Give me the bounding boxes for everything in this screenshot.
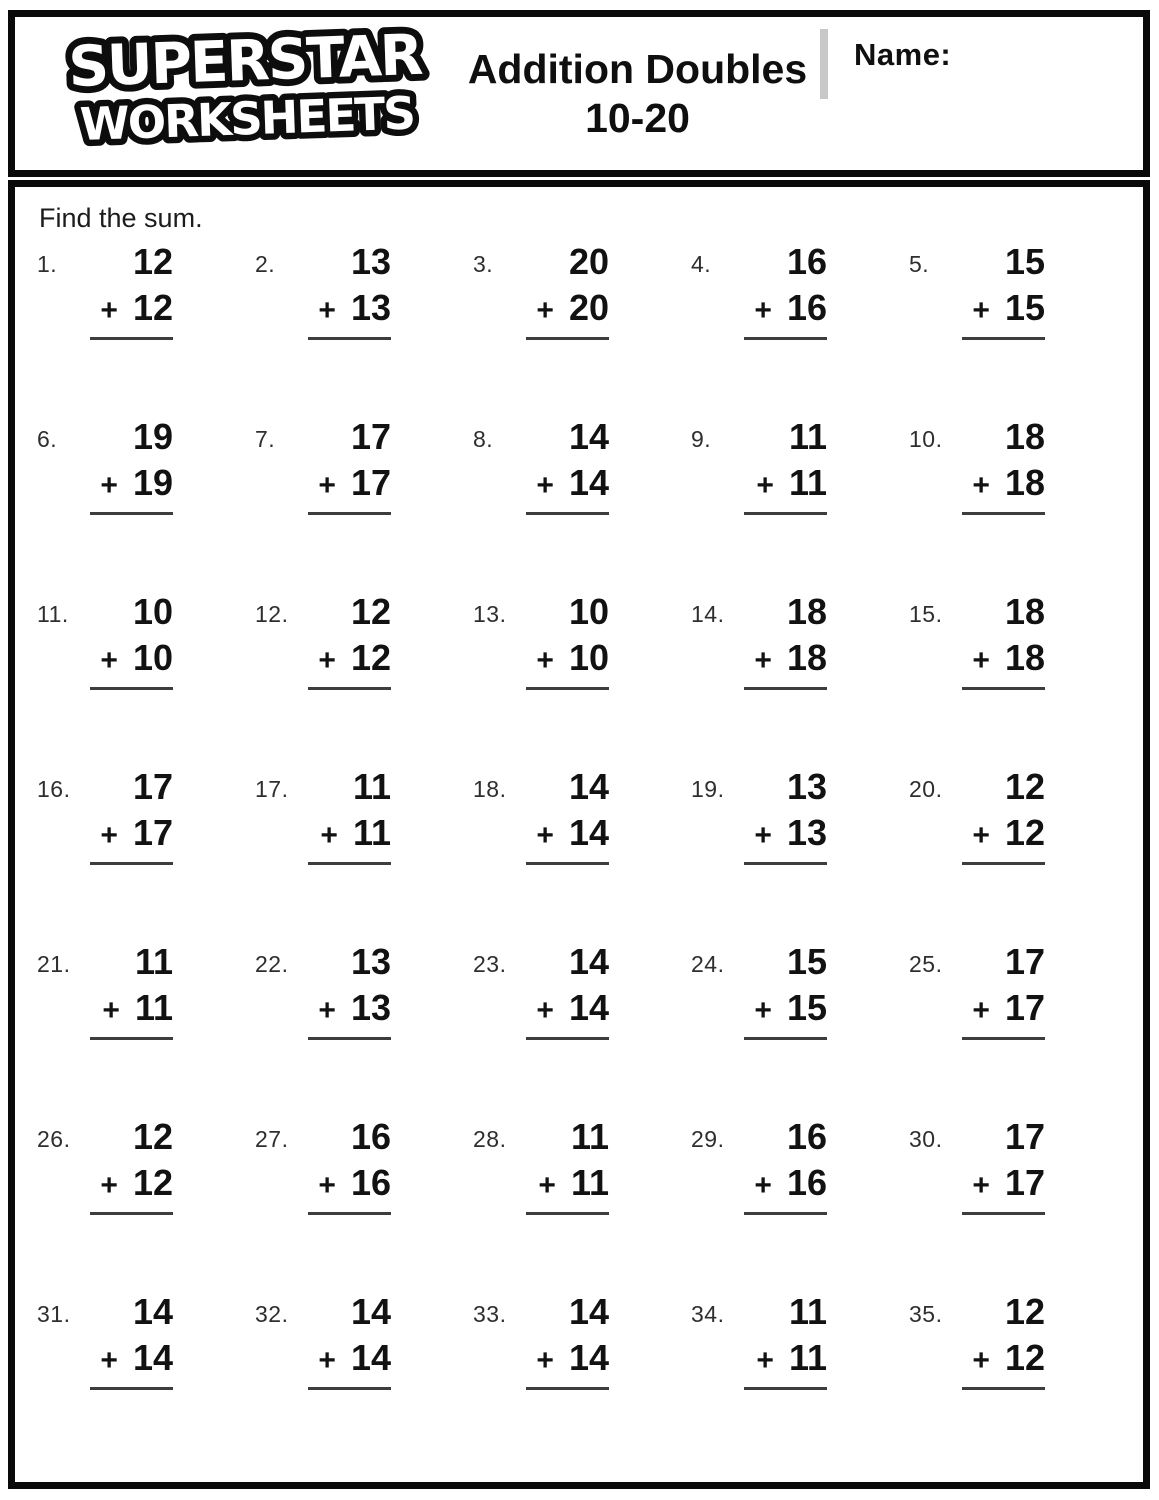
problem-bottom-row bbox=[955, 287, 1045, 328]
addend-top: 18 bbox=[1004, 416, 1045, 457]
addend-bottom: 12 bbox=[132, 287, 173, 328]
problem-cell bbox=[255, 241, 473, 419]
problem-cell bbox=[37, 241, 255, 419]
addend-bottom: 12 bbox=[132, 1162, 173, 1203]
addend-top: 11 bbox=[788, 1291, 827, 1332]
addend-top: 15 bbox=[1004, 241, 1045, 282]
problem-body bbox=[519, 766, 609, 865]
problem-number: 4. bbox=[691, 251, 712, 277]
problem-number: 23. bbox=[473, 951, 507, 977]
answer-line bbox=[90, 687, 173, 690]
addend-top: 11 bbox=[352, 766, 391, 807]
problem-bottom-row bbox=[519, 462, 609, 503]
addend-top: 10 bbox=[132, 591, 173, 632]
logo-bubble-text bbox=[37, 22, 455, 160]
problem-bottom-row bbox=[301, 1162, 391, 1203]
instructions-text: Find the sum. bbox=[39, 203, 203, 233]
answer-line bbox=[962, 687, 1045, 690]
problem-bottom-row bbox=[737, 987, 827, 1028]
problem-body bbox=[519, 1116, 609, 1215]
plus-sign: + bbox=[318, 294, 336, 327]
problem-bottom-row bbox=[301, 462, 391, 503]
problem-bottom-row bbox=[83, 1337, 173, 1378]
addend-bottom: 17 bbox=[1004, 987, 1045, 1028]
problem-bottom-row bbox=[83, 637, 173, 678]
addend-bottom: 13 bbox=[350, 287, 391, 328]
addend-bottom: 18 bbox=[1004, 462, 1045, 503]
problem-body bbox=[301, 1291, 391, 1390]
worksheet-title bbox=[455, 45, 820, 142]
problem-cell bbox=[691, 1116, 909, 1294]
answer-line bbox=[962, 1037, 1045, 1040]
addend-top: 14 bbox=[568, 766, 609, 807]
problem-number: 1. bbox=[37, 251, 58, 277]
problem-bottom-row bbox=[83, 287, 173, 328]
problem-number: 28. bbox=[473, 1126, 507, 1152]
problem-cell bbox=[909, 591, 1127, 769]
addend-bottom: 14 bbox=[568, 1337, 609, 1378]
problem-number: 30. bbox=[909, 1126, 943, 1152]
problem-cell bbox=[691, 416, 909, 594]
problem-number: 6. bbox=[37, 426, 58, 452]
problem-body bbox=[955, 416, 1045, 515]
plus-sign: + bbox=[972, 994, 990, 1027]
problem-cell bbox=[255, 941, 473, 1119]
answer-line bbox=[744, 337, 827, 340]
plus-sign: + bbox=[972, 1169, 990, 1202]
plus-sign: + bbox=[754, 819, 772, 852]
problem-cell bbox=[473, 1291, 691, 1469]
addend-top: 16 bbox=[350, 1116, 391, 1157]
answer-line bbox=[744, 862, 827, 865]
plus-sign: + bbox=[756, 1344, 774, 1377]
problem-body bbox=[955, 591, 1045, 690]
header-divider bbox=[820, 29, 828, 99]
problem-bottom-row bbox=[955, 637, 1045, 678]
addend-top: 10 bbox=[568, 591, 609, 632]
problem-cell bbox=[691, 766, 909, 944]
addend-top: 15 bbox=[786, 941, 827, 982]
addend-top: 17 bbox=[1004, 1116, 1045, 1157]
addend-top: 11 bbox=[570, 1116, 609, 1157]
answer-line bbox=[90, 512, 173, 515]
problem-bottom-row bbox=[737, 1337, 827, 1378]
problem-body bbox=[519, 941, 609, 1040]
problem-number: 10. bbox=[909, 426, 943, 452]
answer-line bbox=[744, 1037, 827, 1040]
problem-body bbox=[301, 416, 391, 515]
addend-top: 11 bbox=[134, 941, 173, 982]
answer-line bbox=[308, 687, 391, 690]
problem-number: 3. bbox=[473, 251, 494, 277]
addend-bottom: 12 bbox=[350, 637, 391, 678]
problem-body bbox=[955, 1291, 1045, 1390]
answer-line bbox=[962, 1212, 1045, 1215]
problem-body bbox=[955, 1116, 1045, 1215]
answer-line bbox=[526, 862, 609, 865]
addend-bottom: 10 bbox=[568, 637, 609, 678]
addend-bottom: 14 bbox=[132, 1337, 173, 1378]
problem-bottom-row bbox=[83, 812, 173, 853]
answer-line bbox=[526, 1212, 609, 1215]
problem-number: 5. bbox=[909, 251, 930, 277]
addend-bottom: 15 bbox=[786, 987, 827, 1028]
plus-sign: + bbox=[538, 1169, 556, 1202]
answer-line bbox=[90, 1037, 173, 1040]
addend-bottom: 12 bbox=[1004, 1337, 1045, 1378]
worksheet-header bbox=[8, 10, 1150, 177]
problem-cell bbox=[909, 241, 1127, 419]
addend-bottom: 11 bbox=[788, 462, 827, 503]
problem-number: 15. bbox=[909, 601, 943, 627]
problem-body bbox=[301, 241, 391, 340]
plus-sign: + bbox=[100, 1169, 118, 1202]
problem-cell bbox=[255, 766, 473, 944]
problem-number: 24. bbox=[691, 951, 725, 977]
problem-body bbox=[737, 416, 827, 515]
problem-number: 31. bbox=[37, 1301, 71, 1327]
answer-line bbox=[962, 1387, 1045, 1390]
addend-top: 14 bbox=[568, 416, 609, 457]
addend-bottom: 17 bbox=[132, 812, 173, 853]
problem-cell bbox=[37, 416, 255, 594]
problem-bottom-row bbox=[955, 462, 1045, 503]
problem-body bbox=[737, 1291, 827, 1390]
addend-bottom: 13 bbox=[350, 987, 391, 1028]
logo-line2: WORKSHEETS bbox=[79, 86, 415, 152]
plus-sign: + bbox=[756, 469, 774, 502]
problem-body bbox=[519, 591, 609, 690]
problem-body bbox=[737, 766, 827, 865]
plus-sign: + bbox=[754, 994, 772, 1027]
addend-bottom: 17 bbox=[350, 462, 391, 503]
problem-body bbox=[301, 766, 391, 865]
plus-sign: + bbox=[318, 469, 336, 502]
addend-bottom: 11 bbox=[788, 1337, 827, 1378]
problem-cell bbox=[909, 941, 1127, 1119]
problem-bottom-row bbox=[955, 812, 1045, 853]
plus-sign: + bbox=[102, 994, 120, 1027]
problem-cell bbox=[691, 591, 909, 769]
problem-body bbox=[301, 1116, 391, 1215]
plus-sign: + bbox=[754, 644, 772, 677]
addend-top: 17 bbox=[1004, 941, 1045, 982]
problem-body bbox=[83, 1291, 173, 1390]
problem-number: 20. bbox=[909, 776, 943, 802]
answer-line bbox=[90, 1212, 173, 1215]
problem-body bbox=[737, 941, 827, 1040]
plus-sign: + bbox=[972, 469, 990, 502]
problem-number: 26. bbox=[37, 1126, 71, 1152]
problem-number: 25. bbox=[909, 951, 943, 977]
answer-line bbox=[308, 512, 391, 515]
problem-bottom-row bbox=[301, 287, 391, 328]
addend-top: 18 bbox=[1004, 591, 1045, 632]
addend-top: 16 bbox=[786, 241, 827, 282]
addend-bottom: 18 bbox=[786, 637, 827, 678]
problem-number: 8. bbox=[473, 426, 494, 452]
plus-sign: + bbox=[536, 644, 554, 677]
answer-line bbox=[90, 337, 173, 340]
addend-top: 12 bbox=[132, 1116, 173, 1157]
addend-top: 14 bbox=[132, 1291, 173, 1332]
answer-line bbox=[526, 1387, 609, 1390]
plus-sign: + bbox=[100, 1344, 118, 1377]
answer-line bbox=[962, 337, 1045, 340]
problem-bottom-row bbox=[83, 462, 173, 503]
problem-cell bbox=[909, 1291, 1127, 1469]
problem-cell bbox=[691, 1291, 909, 1469]
problem-bottom-row bbox=[301, 812, 391, 853]
name-label: Name: bbox=[854, 37, 952, 72]
addend-bottom: 14 bbox=[568, 462, 609, 503]
answer-line bbox=[308, 1387, 391, 1390]
problems-section bbox=[8, 180, 1150, 1489]
problem-bottom-row bbox=[519, 637, 609, 678]
problem-number: 32. bbox=[255, 1301, 289, 1327]
problem-bottom-row bbox=[737, 1162, 827, 1203]
problem-cell bbox=[473, 241, 691, 419]
problem-body bbox=[83, 766, 173, 865]
problem-body bbox=[83, 591, 173, 690]
problem-bottom-row bbox=[301, 987, 391, 1028]
addend-bottom: 20 bbox=[568, 287, 609, 328]
plus-sign: + bbox=[100, 469, 118, 502]
problem-bottom-row bbox=[737, 637, 827, 678]
problem-body bbox=[955, 241, 1045, 340]
plus-sign: + bbox=[536, 819, 554, 852]
problem-number: 16. bbox=[37, 776, 71, 802]
plus-sign: + bbox=[318, 994, 336, 1027]
problem-body bbox=[519, 241, 609, 340]
answer-line bbox=[744, 512, 827, 515]
plus-sign: + bbox=[754, 294, 772, 327]
problem-body bbox=[955, 941, 1045, 1040]
answer-line bbox=[308, 862, 391, 865]
problem-body bbox=[301, 591, 391, 690]
addend-top: 14 bbox=[568, 1291, 609, 1332]
problem-body bbox=[83, 941, 173, 1040]
problem-cell bbox=[909, 1116, 1127, 1294]
problems-grid bbox=[37, 241, 1143, 1469]
problem-cell bbox=[37, 941, 255, 1119]
answer-line bbox=[308, 337, 391, 340]
answer-line bbox=[90, 862, 173, 865]
problem-cell bbox=[473, 591, 691, 769]
problem-number: 29. bbox=[691, 1126, 725, 1152]
problem-cell bbox=[37, 1291, 255, 1469]
problem-bottom-row bbox=[737, 462, 827, 503]
problem-cell bbox=[255, 591, 473, 769]
problem-bottom-row bbox=[519, 987, 609, 1028]
addend-top: 18 bbox=[786, 591, 827, 632]
problem-number: 14. bbox=[691, 601, 725, 627]
problem-body bbox=[737, 241, 827, 340]
plus-sign: + bbox=[318, 1344, 336, 1377]
plus-sign: + bbox=[100, 644, 118, 677]
addend-bottom: 16 bbox=[786, 1162, 827, 1203]
plus-sign: + bbox=[536, 469, 554, 502]
answer-line bbox=[90, 1387, 173, 1390]
answer-line bbox=[526, 1037, 609, 1040]
problem-body bbox=[519, 416, 609, 515]
plus-sign: + bbox=[536, 294, 554, 327]
problem-body bbox=[737, 591, 827, 690]
addend-top: 13 bbox=[350, 241, 391, 282]
answer-line bbox=[962, 862, 1045, 865]
problem-number: 9. bbox=[691, 426, 712, 452]
problem-number: 35. bbox=[909, 1301, 943, 1327]
problem-number: 33. bbox=[473, 1301, 507, 1327]
problem-bottom-row bbox=[737, 812, 827, 853]
problem-body bbox=[83, 241, 173, 340]
addend-bottom: 16 bbox=[786, 287, 827, 328]
answer-line bbox=[526, 687, 609, 690]
answer-line bbox=[744, 687, 827, 690]
answer-line bbox=[962, 512, 1045, 515]
addend-top: 12 bbox=[350, 591, 391, 632]
problem-cell bbox=[909, 766, 1127, 944]
problem-bottom-row bbox=[519, 287, 609, 328]
addend-bottom: 17 bbox=[1004, 1162, 1045, 1203]
problem-number: 21. bbox=[37, 951, 71, 977]
problem-bottom-row bbox=[301, 1337, 391, 1378]
problem-number: 18. bbox=[473, 776, 507, 802]
addend-bottom: 18 bbox=[1004, 637, 1045, 678]
plus-sign: + bbox=[320, 819, 338, 852]
answer-line bbox=[744, 1212, 827, 1215]
addend-top: 13 bbox=[350, 941, 391, 982]
plus-sign: + bbox=[972, 1344, 990, 1377]
addend-top: 12 bbox=[132, 241, 173, 282]
problem-number: 34. bbox=[691, 1301, 725, 1327]
answer-line bbox=[308, 1212, 391, 1215]
plus-sign: + bbox=[754, 1169, 772, 1202]
addend-top: 19 bbox=[132, 416, 173, 457]
problem-number: 11. bbox=[37, 601, 69, 627]
problem-number: 22. bbox=[255, 951, 289, 977]
addend-bottom: 14 bbox=[568, 812, 609, 853]
plus-sign: + bbox=[536, 994, 554, 1027]
problem-cell bbox=[473, 1116, 691, 1294]
answer-line bbox=[308, 1037, 391, 1040]
problem-bottom-row bbox=[519, 1162, 609, 1203]
answer-line bbox=[744, 1387, 827, 1390]
addend-bottom: 15 bbox=[1004, 287, 1045, 328]
addend-bottom: 11 bbox=[134, 987, 173, 1028]
problem-bottom-row bbox=[519, 1337, 609, 1378]
problem-bottom-row bbox=[955, 987, 1045, 1028]
problem-number: 27. bbox=[255, 1126, 289, 1152]
addend-bottom: 16 bbox=[350, 1162, 391, 1203]
problem-body bbox=[83, 1116, 173, 1215]
problem-body bbox=[737, 1116, 827, 1215]
addend-top: 14 bbox=[568, 941, 609, 982]
plus-sign: + bbox=[318, 1169, 336, 1202]
addend-bottom: 10 bbox=[132, 637, 173, 678]
answer-line bbox=[526, 512, 609, 515]
problem-cell bbox=[37, 766, 255, 944]
problem-cell bbox=[37, 1116, 255, 1294]
addend-top: 14 bbox=[350, 1291, 391, 1332]
problem-cell bbox=[909, 416, 1127, 594]
title-line2: 10-20 bbox=[585, 94, 690, 141]
problem-cell bbox=[473, 416, 691, 594]
problem-body bbox=[83, 416, 173, 515]
addend-bottom: 19 bbox=[132, 462, 173, 503]
addend-bottom: 14 bbox=[350, 1337, 391, 1378]
plus-sign: + bbox=[536, 1344, 554, 1377]
plus-sign: + bbox=[972, 819, 990, 852]
addend-top: 12 bbox=[1004, 1291, 1045, 1332]
addend-bottom: 13 bbox=[786, 812, 827, 853]
plus-sign: + bbox=[318, 644, 336, 677]
addend-bottom: 12 bbox=[1004, 812, 1045, 853]
superstar-worksheets-logo bbox=[15, 22, 455, 165]
logo-line1: SUPERSTAR bbox=[67, 22, 423, 101]
addend-top: 17 bbox=[350, 416, 391, 457]
problem-bottom-row bbox=[519, 812, 609, 853]
problem-number: 2. bbox=[255, 251, 276, 277]
addend-top: 11 bbox=[788, 416, 827, 457]
addend-top: 20 bbox=[568, 241, 609, 282]
problem-cell bbox=[473, 941, 691, 1119]
plus-sign: + bbox=[972, 294, 990, 327]
plus-sign: + bbox=[100, 294, 118, 327]
problem-body bbox=[519, 1291, 609, 1390]
problem-number: 7. bbox=[255, 426, 276, 452]
problem-bottom-row bbox=[955, 1337, 1045, 1378]
problem-bottom-row bbox=[301, 637, 391, 678]
problem-number: 13. bbox=[473, 601, 507, 627]
problem-cell bbox=[255, 416, 473, 594]
addend-top: 17 bbox=[132, 766, 173, 807]
problem-bottom-row bbox=[83, 987, 173, 1028]
problem-bottom-row bbox=[955, 1162, 1045, 1203]
plus-sign: + bbox=[100, 819, 118, 852]
title-line1: Addition Doubles bbox=[467, 46, 808, 93]
problem-body bbox=[955, 766, 1045, 865]
problem-cell bbox=[255, 1116, 473, 1294]
problem-number: 19. bbox=[691, 776, 725, 802]
problem-number: 12. bbox=[255, 601, 289, 627]
problem-bottom-row bbox=[83, 1162, 173, 1203]
addend-bottom: 11 bbox=[570, 1162, 609, 1203]
problem-bottom-row bbox=[737, 287, 827, 328]
addend-top: 13 bbox=[786, 766, 827, 807]
addend-bottom: 14 bbox=[568, 987, 609, 1028]
plus-sign: + bbox=[972, 644, 990, 677]
problem-cell bbox=[691, 941, 909, 1119]
addend-top: 16 bbox=[786, 1116, 827, 1157]
problem-cell bbox=[37, 591, 255, 769]
problem-cell bbox=[255, 1291, 473, 1469]
answer-line bbox=[526, 337, 609, 340]
problem-cell bbox=[691, 241, 909, 419]
addend-top: 12 bbox=[1004, 766, 1045, 807]
problem-cell bbox=[473, 766, 691, 944]
problem-number: 17. bbox=[255, 776, 289, 802]
addend-bottom: 11 bbox=[352, 812, 391, 853]
problem-body bbox=[301, 941, 391, 1040]
